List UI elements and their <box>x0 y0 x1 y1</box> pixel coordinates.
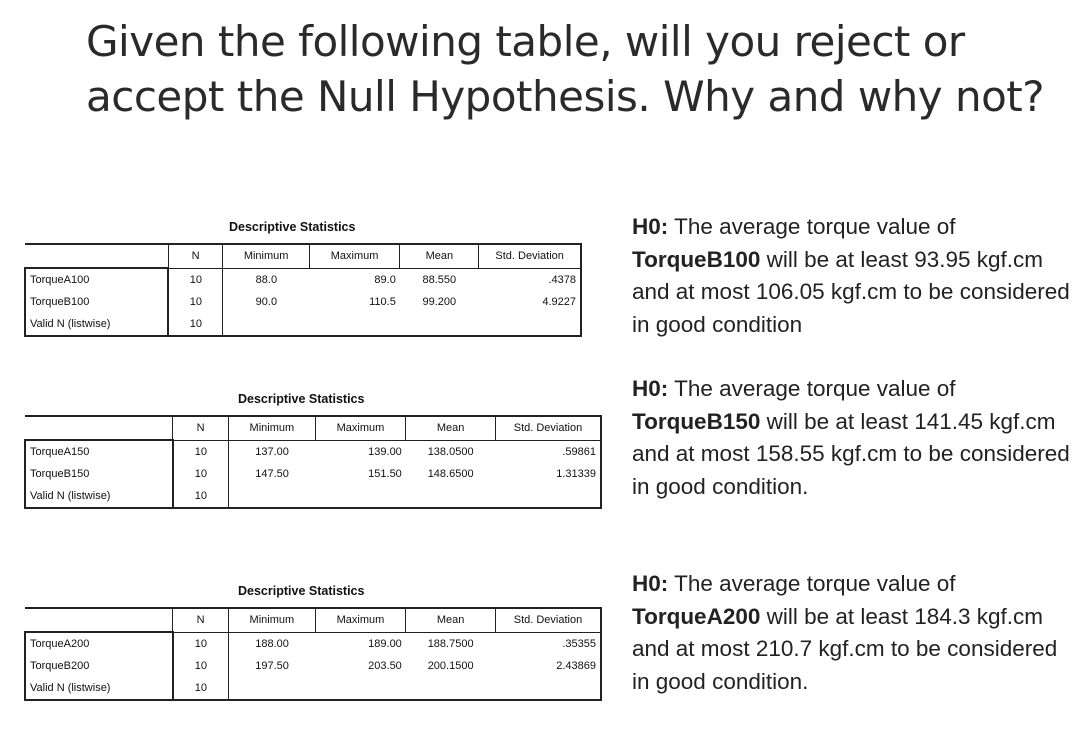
table-row <box>25 440 601 463</box>
cell-mean: 148.6500 <box>427 468 474 480</box>
header-n: N <box>168 244 223 268</box>
cell-n: 10 <box>194 445 208 458</box>
table-row <box>25 463 601 485</box>
cell-n: 10 <box>173 677 229 700</box>
row-label: TorqueA150 <box>25 440 173 463</box>
hypothesis-text: The average torque value of <box>668 571 956 596</box>
row-label: TorqueA100 <box>25 268 168 291</box>
table-header-row <box>25 416 601 440</box>
cell-n: 10 <box>194 660 208 672</box>
cell-sd: 2.43869 <box>495 655 601 677</box>
cell-max: 189.00 <box>368 637 402 650</box>
header-std-deviation: Std. Deviation <box>479 244 581 268</box>
header-maximum: Maximum <box>309 244 400 268</box>
hypothesis-variable: TorqueA200 <box>632 603 761 629</box>
cell-max: 203.50 <box>368 660 402 672</box>
cell-max <box>315 485 406 508</box>
row-label: TorqueB100 <box>25 291 168 313</box>
header-maximum: Maximum <box>315 608 406 632</box>
cell-max: 151.50 <box>368 468 402 480</box>
cell-n: 10 <box>189 273 202 286</box>
cell-n: 10 <box>168 313 223 336</box>
cell-sd: .59861 <box>495 440 601 463</box>
cell-mean <box>400 313 479 336</box>
cell-mean <box>406 485 496 508</box>
table-header-row <box>25 244 581 268</box>
descriptive-stats-table-1 <box>24 220 584 345</box>
cell-sd: 1.31339 <box>495 463 601 485</box>
cell-sd: .4378 <box>479 268 581 291</box>
cell-mean: 188.7500 <box>427 637 474 650</box>
hypothesis-text: will be at least 184.3 kgf.cm and at most 210.7 kgf.cm to be considered in good condition. <box>632 603 1058 694</box>
cell-max: 89.0 <box>374 273 396 286</box>
cell-sd <box>495 677 601 700</box>
table-row <box>25 485 601 508</box>
cell-n: 10 <box>194 637 208 650</box>
hypothesis-prefix: H0: <box>632 571 669 596</box>
hypothesis-prefix: H0: <box>632 214 669 239</box>
hypothesis-prefix: H0: <box>632 376 669 401</box>
hypothesis-2 <box>632 373 1072 503</box>
header-n: N <box>173 608 229 632</box>
table-header-row <box>25 608 601 632</box>
header-minimum: Minimum <box>229 608 316 632</box>
hypothesis-variable: TorqueB100 <box>632 246 761 272</box>
header-mean: Mean <box>406 416 496 440</box>
cell-n: 10 <box>173 485 229 508</box>
header-mean: Mean <box>400 244 479 268</box>
title-line-1: Given the following table, will you reject or <box>86 17 965 66</box>
title-line-2: accept the Null Hypothesis. Why and why not? <box>86 72 1045 121</box>
cell-n: 10 <box>189 296 202 308</box>
header-mean: Mean <box>406 608 496 632</box>
hypothesis-text: The average torque value of <box>668 214 956 239</box>
row-label: TorqueB150 <box>25 463 173 485</box>
cell-mean: 99.200 <box>422 296 457 308</box>
header-minimum: Minimum <box>223 244 309 268</box>
cell-min: 188.00 <box>229 632 316 655</box>
hypothesis-text: will be at least 93.95 kgf.cm and at most 106.05 kgf.cm to be considered in good condition <box>632 246 1070 337</box>
cell-sd: 4.9227 <box>479 291 581 313</box>
row-label: TorqueA200 <box>25 632 173 655</box>
cell-min: 197.50 <box>229 655 316 677</box>
table-row <box>25 268 581 291</box>
header-n: N <box>173 416 229 440</box>
hypothesis-text: The average torque value of <box>668 376 956 401</box>
table-row <box>25 632 601 655</box>
cell-mean <box>406 677 496 700</box>
cell-min: 90.0 <box>223 291 309 313</box>
row-label: Valid N (listwise) <box>25 485 173 508</box>
cell-mean: 200.1500 <box>427 660 474 672</box>
slide-title <box>86 14 1046 124</box>
hypothesis-1 <box>632 211 1072 341</box>
cell-n: 10 <box>194 468 208 480</box>
table-caption: Descriptive Statistics <box>238 392 365 406</box>
cell-max: 139.00 <box>368 445 402 458</box>
row-label: Valid N (listwise) <box>25 313 168 336</box>
row-label: Valid N (listwise) <box>25 677 173 700</box>
hypothesis-variable: TorqueB150 <box>632 408 761 434</box>
cell-min <box>223 313 309 336</box>
cell-min: 88.0 <box>223 268 309 291</box>
table-row <box>25 677 601 700</box>
header-std-deviation: Std. Deviation <box>495 416 601 440</box>
cell-min: 147.50 <box>229 463 316 485</box>
cell-sd <box>495 485 601 508</box>
cell-sd: .35355 <box>495 632 601 655</box>
descriptive-stats-table-3 <box>24 584 604 714</box>
header-maximum: Maximum <box>315 416 406 440</box>
hypothesis-text: will be at least 141.45 kgf.cm and at most 158.55 kgf.cm to be considered in good condition. <box>632 408 1070 499</box>
cell-max: 110.5 <box>369 296 396 308</box>
table-row <box>25 291 581 313</box>
cell-min <box>229 485 316 508</box>
cell-max <box>315 677 406 700</box>
header-minimum: Minimum <box>229 416 316 440</box>
table-caption: Descriptive Statistics <box>238 584 365 598</box>
table-caption: Descriptive Statistics <box>229 220 356 234</box>
cell-sd <box>479 313 581 336</box>
header-std-deviation: Std. Deviation <box>495 608 601 632</box>
cell-mean: 138.0500 <box>427 445 474 458</box>
row-label: TorqueB200 <box>25 655 173 677</box>
cell-max <box>309 313 400 336</box>
cell-min <box>229 677 316 700</box>
cell-min: 137.00 <box>229 440 316 463</box>
cell-mean: 88.550 <box>422 273 457 286</box>
table-row <box>25 655 601 677</box>
table-row <box>25 313 581 336</box>
hypothesis-3 <box>632 568 1072 698</box>
descriptive-stats-table-2 <box>24 392 604 517</box>
